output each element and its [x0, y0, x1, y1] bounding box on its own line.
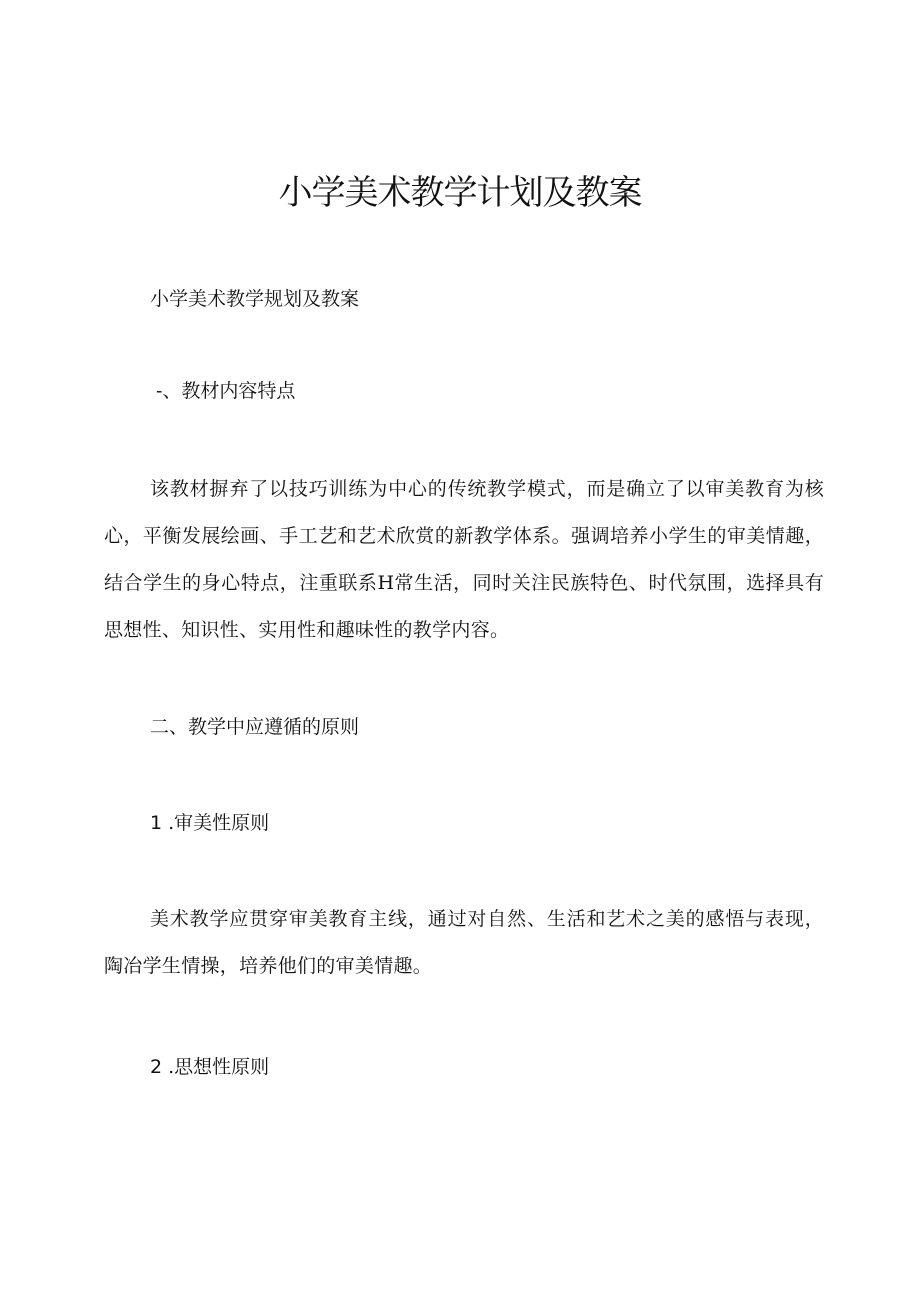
- principle-label: .思想性原则: [168, 1056, 270, 1078]
- principle-heading-aesthetic: [150, 808, 269, 838]
- document-title: 小学美术教学计划及教案: [278, 173, 642, 213]
- paragraph-materials: 该教材摒弃了以技巧训练为中心的传统教学模式，而是确立了以审美教育为核心，平衡发展绘画、手工艺和艺术欣赏的新教学体系。强调培养小学生的审美情趣，结合学生的身心特点，注重联系H常生活，同时关注民族特色、时代氛围，选择具有思想性、知识性、实用性和趣味性的教学内容。: [104, 478, 824, 641]
- principle-number: 2: [150, 1056, 163, 1078]
- document-subtitle: 小学美术教学规划及教案: [150, 288, 360, 310]
- principle-number: 1: [150, 812, 163, 834]
- section-heading-principles: 二、教学中应遵循的原则: [150, 716, 360, 738]
- paragraph-aesthetic-principle: 美术教学应贯穿审美教育主线，通过对自然、生活和艺术之美的感悟与表现，陶冶学生情操，培养他们的审美情趣。: [104, 908, 824, 977]
- principle-heading-ideological: [150, 1052, 269, 1082]
- section-heading-materials: -、教材内容特点: [156, 380, 296, 402]
- principle-label: .审美性原则: [168, 812, 270, 834]
